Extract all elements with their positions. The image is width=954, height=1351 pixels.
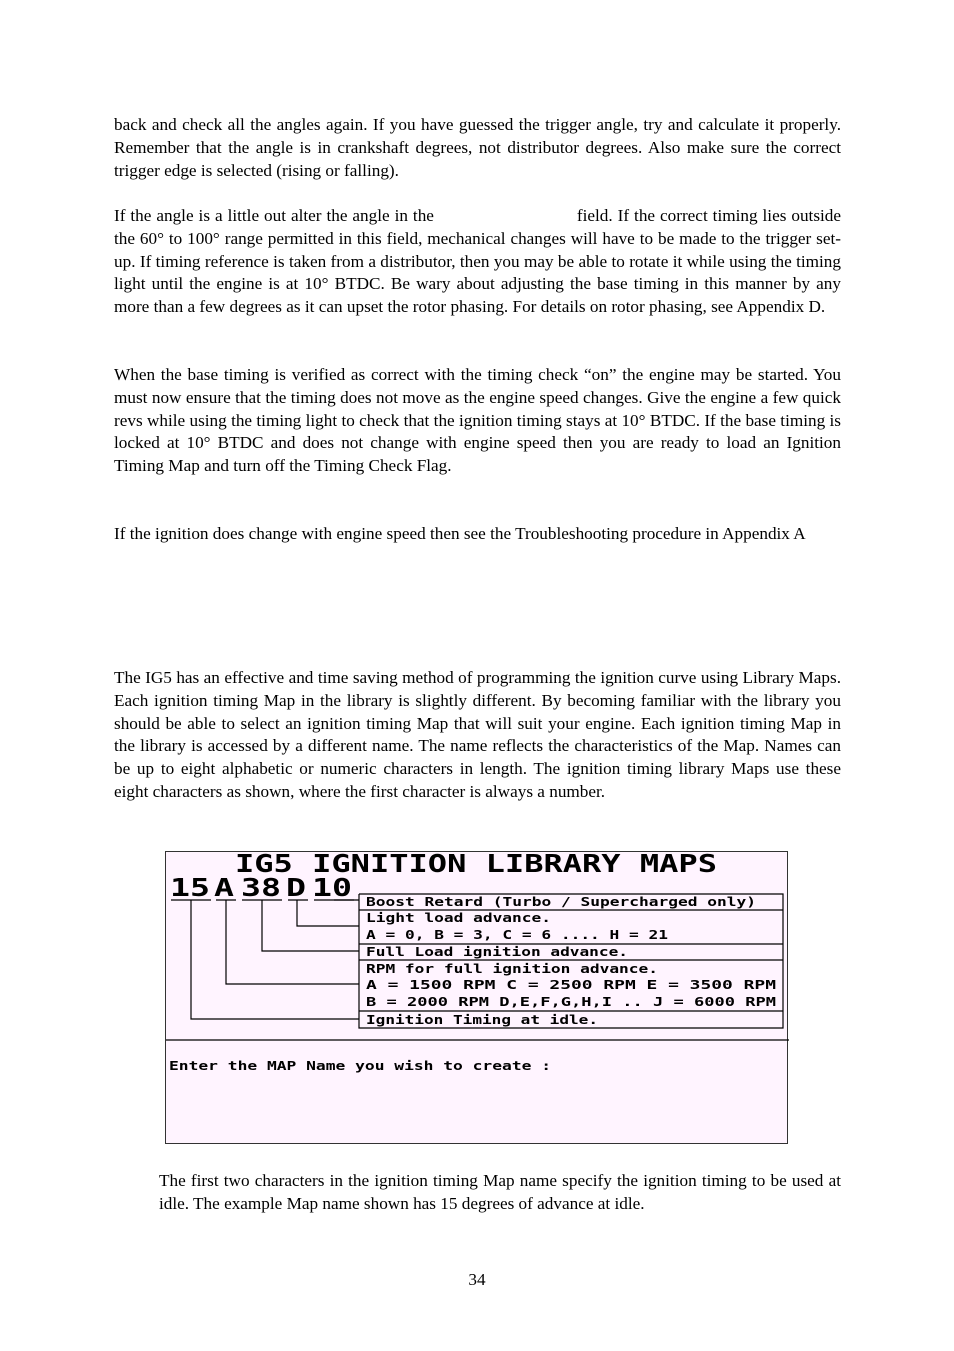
paragraph-5: The IG5 has an effective and time saving method of programming the ignition curve using Library Maps. Each ignition timing Map in the library is slightly different. By becoming familiar with the library you should be able to select an ignition timing Map that will suit your engine. Each ignition timing Map in the library is accessed by a different name. The name reflects the characteristics of the Map. Names can be up to eight alphabetic or numeric characters in length. The ignition timing library Maps use these eight characters as shown, where the first character is always a number.: [114, 668, 841, 801]
caption: The first two characters in the ignition timing Map name specify the ignition timing to be used at idle. The example Map name shown has 15 degrees of advance at idle.: [159, 1171, 841, 1213]
paragraph-2: [114, 205, 841, 319]
page-number: 34: [468, 1270, 486, 1289]
library-maps-screen: [165, 851, 788, 1144]
screen-title: IG5 IGNITION LIBRARY MAPS: [235, 852, 717, 878]
legend-boost-retard: Boost Retard (Turbo / Supercharged only): [366, 894, 756, 909]
map-part-idle: 15: [170, 873, 210, 902]
paragraph-2-before: If the angle is a little out alter the angle in the: [114, 206, 434, 225]
library-maps-diagram: [166, 852, 789, 1145]
paragraph-4: If the ignition does change with engine speed then see the Troubleshooting procedure in Appendix A: [114, 524, 806, 543]
legend-full-load: Full Load ignition advance.: [366, 944, 628, 959]
paragraph-2-after: field. If the correct timing lies outside the 60° to 100° range permitted in this field, mechanical changes will have to be made to the trigger set-up. If timing reference is taken from a distributor, then you may be able to rotate it while using the timing light until the engine is at 10° BTDC. Be wary about adjusting the base timing in this manner by any more than a few degrees as it can upset the rotor phasing. For details on rotor phasing, see Appendix D.: [114, 206, 842, 317]
legend-light-load: Light load advance.: [366, 910, 551, 925]
legend-rpm-values-2: B = 2000 RPM D,E,F,G,H,I .. J = 6000 RPM: [366, 994, 776, 1009]
legend-rpm-values-1: A = 1500 RPM C = 2500 RPM E = 3500 RPM: [366, 977, 776, 992]
map-part-boost: 10: [312, 873, 352, 902]
map-part-rpm: A: [214, 873, 234, 902]
paragraph-1: back and check all the angles again. If you have guessed the trigger angle, try and calculate it properly. Remember that the angle is in crankshaft degrees, not distributor degrees. Also make sure the correct trigger edge is selected (rising or falling).: [114, 115, 841, 180]
legend-rpm: RPM for full ignition advance.: [366, 961, 658, 976]
map-name-prompt: Enter the MAP Name you wish to create :: [169, 1058, 551, 1073]
paragraph-3: When the base timing is verified as correct with the timing check “on” the engine may be started. You must now ensure that the timing does not move as the engine speed changes. Give the engine a few quick revs while using the timing light to check that the ignition timing stays at 10° BTDC. If the base timing is locked at 10° BTDC and does not change with engine speed then you are ready to load an Ignition Timing Map and turn off the Timing Check Flag.: [114, 365, 841, 476]
connector-lines: [171, 900, 359, 1019]
legend-light-load-values: A = 0, B = 3, C = 6 .... H = 21: [366, 927, 668, 942]
legend-idle: Ignition Timing at idle.: [366, 1012, 598, 1027]
map-part-full-load: 38: [241, 873, 281, 902]
map-part-light-load: D: [286, 873, 306, 902]
